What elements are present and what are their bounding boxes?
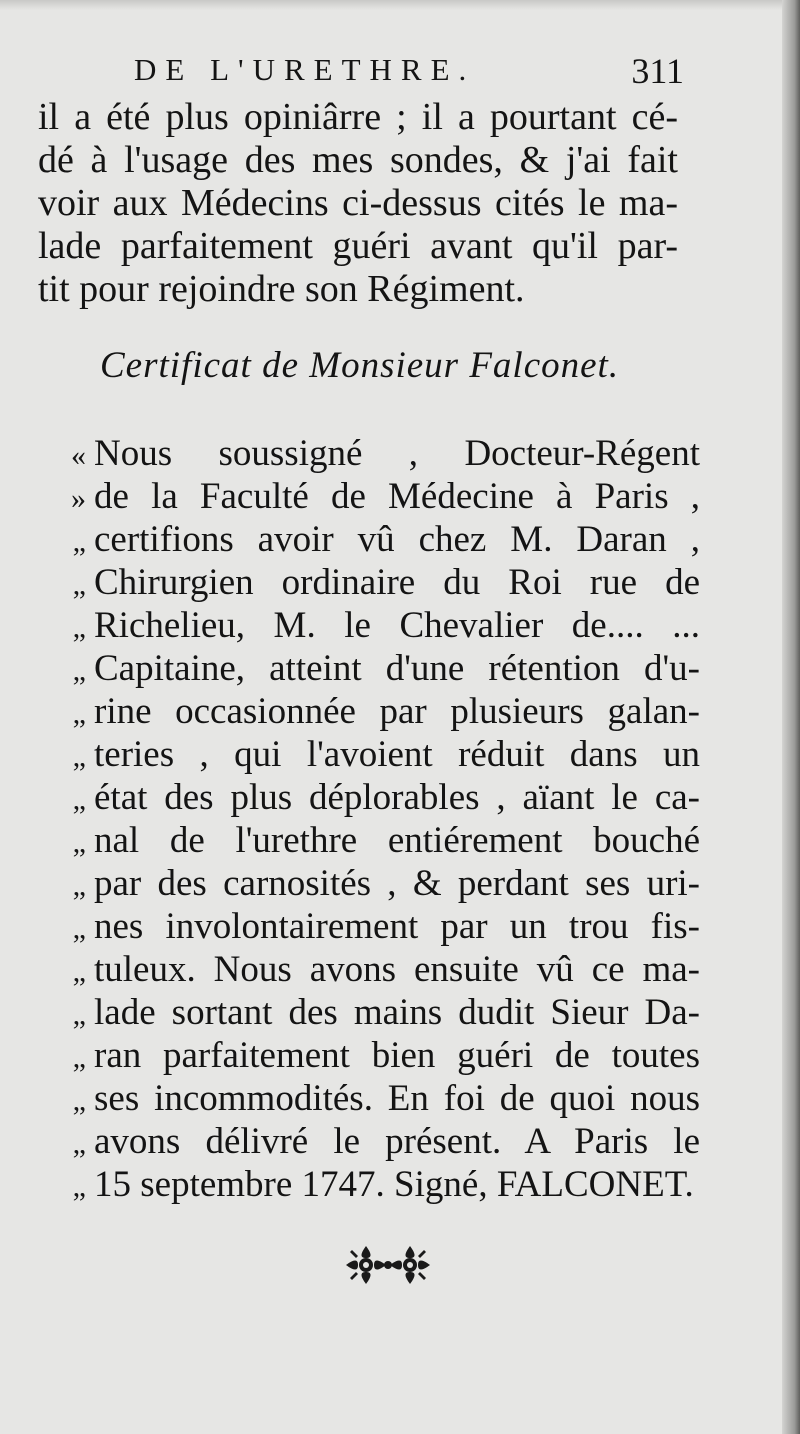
- certificate-line-text: rine occasionnée par plusieurs galan-: [94, 691, 700, 732]
- certificate-line-text: Nous soussigné , Docteur-Régent: [94, 433, 700, 474]
- certificate-line-text: certifions avoir vû chez M. Daran ,: [94, 519, 700, 560]
- quote-mark: „: [72, 568, 86, 601]
- certificate-line-text: état des plus déplorables , aïant le ca-: [94, 777, 700, 818]
- text-line: il a été plus opiniârre ; il a pourtant cé-: [38, 96, 678, 138]
- opening-paragraph: [38, 96, 678, 311]
- certificate-line-text: Capitaine, atteint d'une rétention d'u-: [94, 648, 700, 689]
- quote-mark: „: [72, 826, 86, 859]
- certificate-line-text: Richelieu, M. le Chevalier de.... ...: [94, 605, 700, 646]
- page-header: [134, 52, 690, 96]
- text-line: voir aux Médecins ci-dessus cités le ma-: [38, 182, 678, 224]
- certificate-line-text: teries , qui l'avoient réduit dans un: [94, 734, 700, 775]
- text-line: tit pour rejoindre son Régiment.: [38, 268, 525, 310]
- quote-mark: «: [71, 439, 86, 472]
- quote-mark: „: [72, 912, 86, 945]
- certificate-line: [40, 475, 700, 518]
- certificate-line: [40, 604, 700, 647]
- fleuron-ornament-icon: [342, 1242, 434, 1288]
- quote-mark: „: [72, 1170, 86, 1203]
- certificate-line-text: ses incommodités. En foi de quoi nous: [94, 1078, 700, 1119]
- certificate-line: [40, 991, 700, 1034]
- quote-mark: „: [72, 654, 86, 687]
- quote-mark: „: [72, 740, 86, 773]
- certificate-line: [40, 690, 700, 733]
- certificate-line: [40, 905, 700, 948]
- quote-mark: „: [72, 998, 86, 1031]
- certificate-line: [40, 776, 700, 819]
- certificate-line-text: nes involontairement par un trou fis-: [94, 906, 700, 947]
- quote-mark: „: [72, 1127, 86, 1160]
- certificate-line: [40, 432, 700, 475]
- certificate-line: [40, 1163, 700, 1206]
- text-line: lade parfaitement guéri avant qu'il par-: [38, 225, 678, 267]
- certificate-line-text: ran parfaitement bien guéri de toutes: [94, 1035, 700, 1076]
- quote-mark: „: [72, 697, 86, 730]
- certificate-line-text: de la Faculté de Médecine à Paris ,: [94, 476, 700, 517]
- certificate-line: [40, 561, 700, 604]
- quote-mark: „: [72, 955, 86, 988]
- certificate-line-text: 15 septembre 1747. Signé, FALCONET.: [94, 1164, 694, 1205]
- certificate-line: [40, 1120, 700, 1163]
- quote-mark: „: [72, 611, 86, 644]
- certificate-line: [40, 733, 700, 776]
- page-number: 311: [631, 51, 684, 91]
- running-title: DE L'URETHRE.: [134, 52, 476, 87]
- quote-mark: »: [71, 482, 86, 515]
- quote-mark: „: [72, 869, 86, 902]
- certificate-line: [40, 1034, 700, 1077]
- certificate-line-text: tuleux. Nous avons ensuite vû ce ma-: [94, 949, 700, 990]
- quote-mark: „: [72, 1084, 86, 1117]
- certificate-line-text: par des carnosités , & perdant ses uri-: [94, 863, 700, 904]
- quote-mark: „: [72, 783, 86, 816]
- certificate-line: [40, 1077, 700, 1120]
- quote-mark: „: [72, 525, 86, 558]
- certificate-line: [40, 647, 700, 690]
- certificate-heading: Certificat de Monsieur Falconet.: [100, 345, 620, 386]
- certificate-line: [40, 819, 700, 862]
- page-gutter-shadow: [782, 0, 800, 1434]
- certificate-line-text: avons délivré le présent. A Paris le: [94, 1121, 700, 1162]
- certificate-line: [40, 862, 700, 905]
- page-top-edge: [0, 0, 800, 10]
- certificate-body: [40, 432, 700, 1206]
- certificate-line-text: lade sortant des mains dudit Sieur Da-: [94, 992, 700, 1033]
- certificate-line-text: nal de l'urethre entiérement bouché: [94, 820, 700, 861]
- certificate-line: [40, 948, 700, 991]
- certificate-line-text: Chirurgien ordinaire du Roi rue de: [94, 562, 700, 603]
- certificate-line: [40, 518, 700, 561]
- quote-mark: „: [72, 1041, 86, 1074]
- text-line: dé à l'usage des mes sondes, & j'ai fait: [38, 139, 678, 181]
